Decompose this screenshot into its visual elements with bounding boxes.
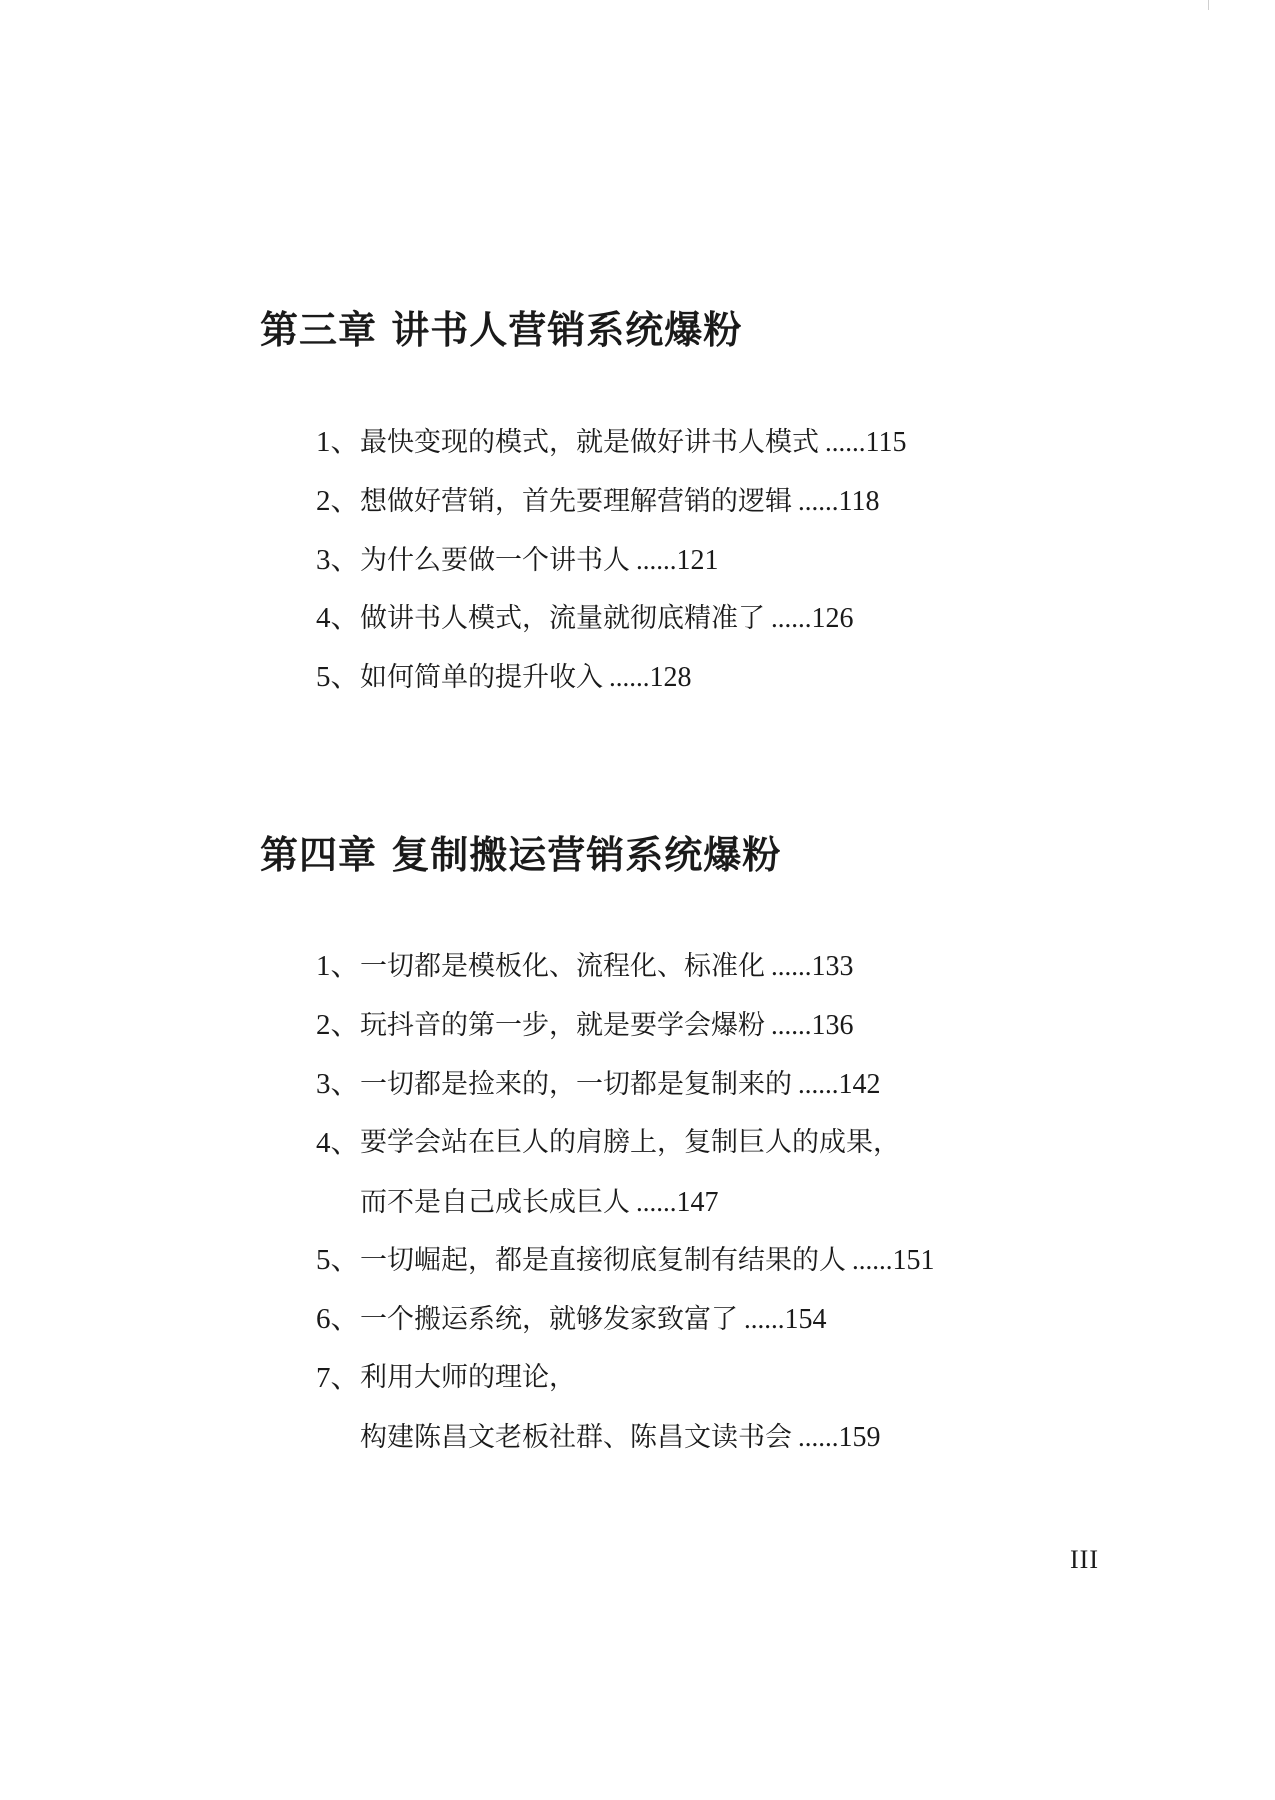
toc-leader-dots: ......	[798, 1422, 839, 1452]
toc-entry-title: 一切崛起，都是直接彻底复制有结果的人 ......151	[360, 1245, 935, 1276]
toc-entry-page: 147	[676, 1187, 719, 1218]
toc-entry-page: 151	[892, 1245, 935, 1276]
toc-entry-title-continued: 构建陈昌文老板社群、陈昌文读书会 ......159	[360, 1422, 881, 1453]
toc-entry-number: 5、	[316, 1244, 360, 1276]
toc-leader-dots: ......	[609, 662, 650, 692]
toc-entry-number: 5、	[316, 661, 360, 693]
toc-entry-title: 想做好营销，首先要理解营销的逻辑 ......118	[360, 486, 880, 517]
toc-entry-number: 3、	[316, 1068, 360, 1100]
chapter-3-title: 第三章 讲书人营销系统爆粉	[260, 308, 743, 352]
toc-leader-dots: ......	[771, 1010, 812, 1040]
toc-entry-title: 利用大师的理论，	[360, 1362, 576, 1393]
toc-leader-dots: ......	[744, 1304, 785, 1334]
toc-entry-title: 一切都是模板化、流程化、标准化 ......133	[360, 951, 854, 982]
toc-leader-dots: ......	[771, 603, 812, 633]
toc-entry-number: 2、	[316, 1009, 360, 1041]
toc-leader-dots: ......	[852, 1245, 893, 1275]
toc-entry-title: 玩抖音的第一步，就是要学会爆粉 ......136	[360, 1010, 854, 1041]
toc-leader-dots: ......	[771, 951, 812, 981]
toc-entry-number: 6、	[316, 1303, 360, 1335]
toc-entry-title-continued: 而不是自己成长成巨人 ......147	[360, 1187, 719, 1218]
toc-entry-page: 136	[811, 1010, 854, 1041]
toc-entry-number: 3、	[316, 544, 360, 576]
toc-entry-page: 126	[811, 603, 854, 634]
toc-entry-number: 4、	[316, 1127, 360, 1159]
toc-entry-number: 1、	[316, 426, 360, 458]
toc-entry-page: 142	[838, 1069, 881, 1100]
toc-leader-dots: ......	[636, 545, 677, 575]
scan-edge-mark	[1208, 0, 1209, 10]
toc-entry-title: 一切都是捡来的，一切都是复制来的 ......142	[360, 1069, 881, 1100]
toc-entry-page: 154	[784, 1304, 827, 1335]
chapter-4-title: 第四章 复制搬运营销系统爆粉	[260, 833, 782, 877]
toc-entry-number: 7、	[316, 1362, 360, 1394]
toc-entry-page: 115	[865, 427, 907, 458]
toc-entry-page: 128	[649, 662, 692, 693]
toc-entry-number: 4、	[316, 602, 360, 634]
toc-entry-title: 要学会站在巨人的肩膀上，复制巨人的成果，	[360, 1127, 900, 1158]
toc-leader-dots: ......	[798, 486, 839, 516]
toc-leader-dots: ......	[825, 427, 866, 457]
toc-entry-title: 如何简单的提升收入 ......128	[360, 662, 692, 693]
toc-entry-title: 为什么要做一个讲书人 ......121	[360, 545, 719, 576]
toc-entry-number: 1、	[316, 950, 360, 982]
toc-leader-dots: ......	[636, 1187, 677, 1217]
toc-entry-title: 做讲书人模式，流量就彻底精准了 ......126	[360, 603, 854, 634]
toc-entry-title: 一个搬运系统，就够发家致富了 ......154	[360, 1304, 827, 1335]
toc-entry-number: 2、	[316, 485, 360, 517]
toc-leader-dots: ......	[798, 1069, 839, 1099]
toc-entry-title: 最快变现的模式，就是做好讲书人模式 ......115	[360, 427, 907, 458]
toc-entry-page: 133	[811, 951, 854, 982]
toc-entry-page: 159	[838, 1422, 881, 1453]
toc-entry-page: 118	[838, 486, 880, 517]
toc-entry-page: 121	[676, 545, 719, 576]
page-number: III	[1070, 1545, 1099, 1574]
